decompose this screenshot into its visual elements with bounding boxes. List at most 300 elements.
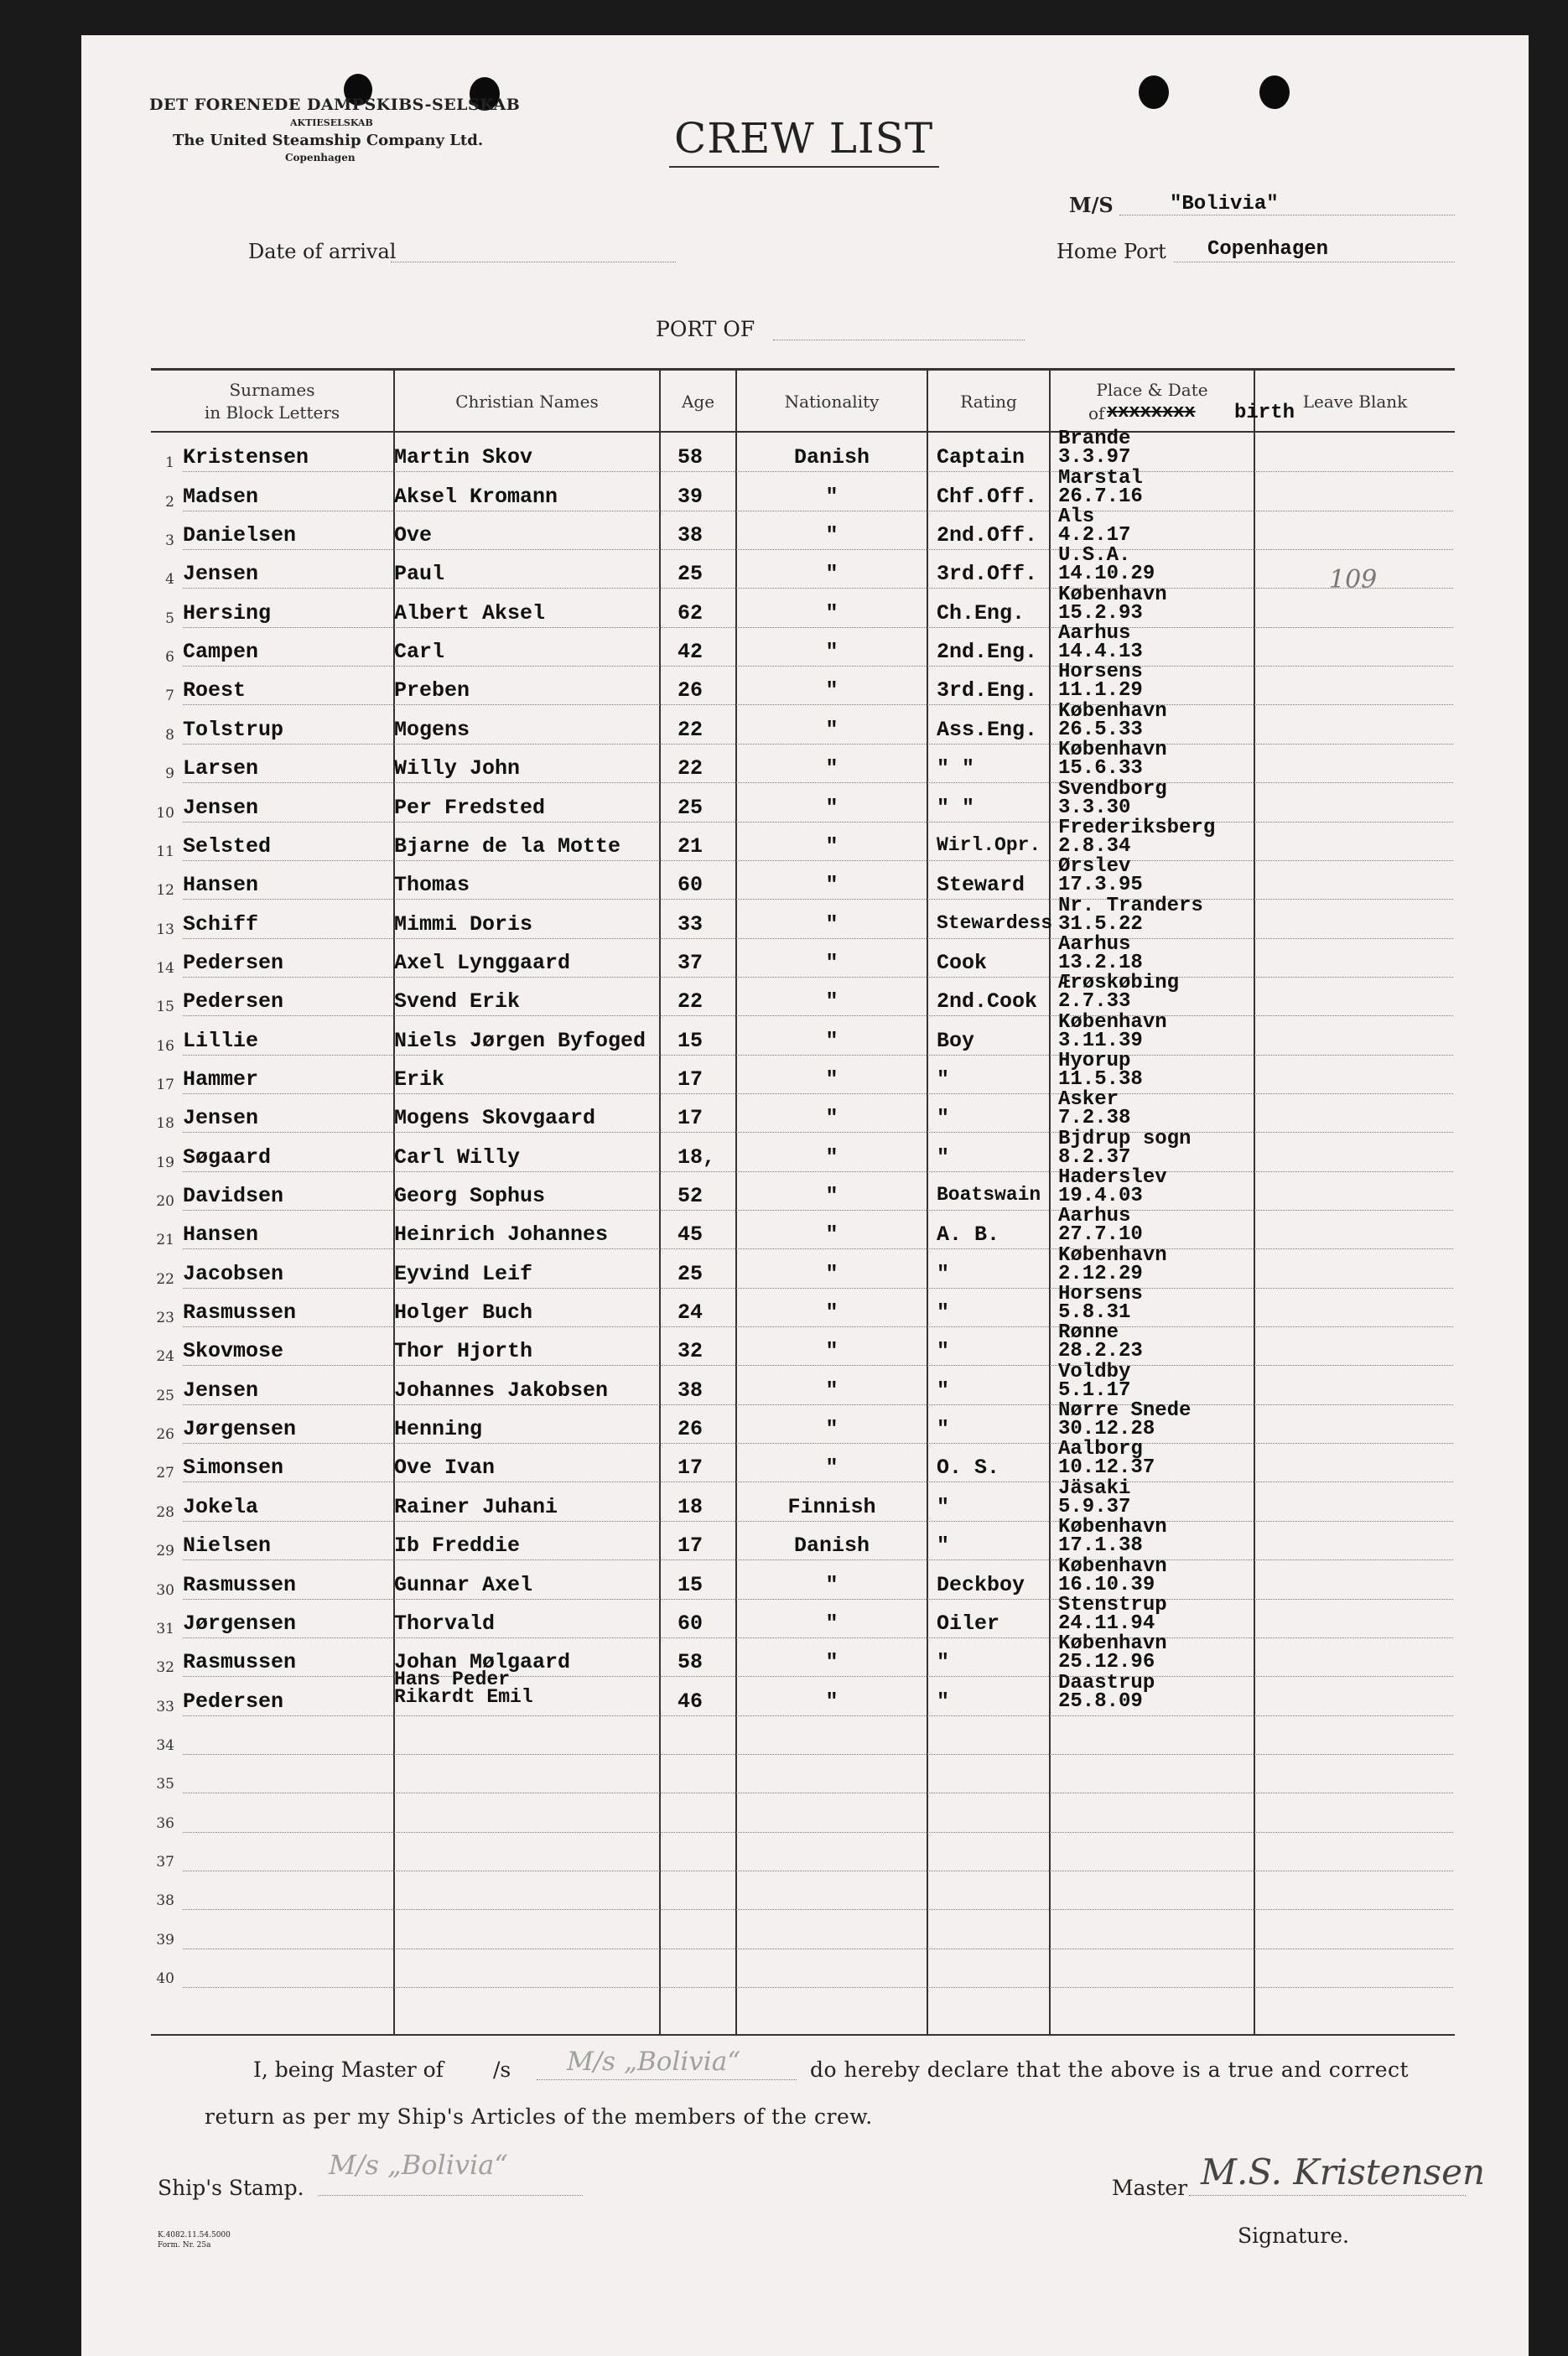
age-cell: 22 xyxy=(678,989,704,1015)
punch-hole xyxy=(1259,75,1290,109)
row-line xyxy=(183,1055,1453,1056)
page-title: CREW LIST xyxy=(674,114,934,163)
age-cell: 33 xyxy=(678,911,704,937)
row-number: 40 xyxy=(156,1970,174,1987)
age-cell: 25 xyxy=(678,562,704,587)
christian-name-cell: Georg Sophus xyxy=(394,1184,546,1208)
birth-place: Brande xyxy=(1058,428,1131,451)
age-cell: 26 xyxy=(678,678,704,703)
age-cell: 42 xyxy=(678,640,704,665)
port-of-line xyxy=(773,340,1025,341)
row-line xyxy=(183,471,1453,473)
birth-date: 17.1.38 xyxy=(1058,1534,1143,1558)
surname-cell: Pedersen xyxy=(183,950,284,975)
row-line xyxy=(183,1365,1453,1367)
birth-place: København xyxy=(1058,1516,1167,1539)
age-cell: 18, xyxy=(678,1144,716,1170)
surname-cell: Lillie xyxy=(183,1028,259,1053)
birth-date: 5.1.17 xyxy=(1058,1378,1131,1402)
birth-place: Nr. Tranders xyxy=(1058,894,1203,917)
birth-place: Aarhus xyxy=(1058,1205,1131,1228)
row-number: 32 xyxy=(156,1659,174,1677)
rating-cell: Boy xyxy=(937,1028,975,1053)
nationality-cell: " xyxy=(825,717,839,742)
age-cell: 39 xyxy=(678,484,704,509)
birth-date: 27.7.10 xyxy=(1058,1223,1143,1247)
rating-cell: Ch.Eng. xyxy=(937,600,1025,625)
birth-date: 5.8.31 xyxy=(1058,1301,1131,1325)
rating-cell: Deckboy xyxy=(937,1572,1025,1597)
row-line xyxy=(183,549,1453,551)
row-line xyxy=(183,822,1453,823)
row-line xyxy=(183,1093,1453,1095)
row-line xyxy=(183,1326,1453,1328)
row-number: 16 xyxy=(156,1037,174,1055)
rating-cell: " xyxy=(937,1144,950,1170)
christian-name-cell: Niels Jørgen Byfoged xyxy=(394,1028,646,1053)
age-cell: 32 xyxy=(678,1339,704,1364)
birth-place: Aarhus xyxy=(1058,932,1131,956)
age-cell: 18 xyxy=(678,1494,704,1519)
birth-date: 26.5.33 xyxy=(1058,718,1143,741)
birth-place: Rønne xyxy=(1058,1321,1119,1345)
surname-cell: Jensen xyxy=(183,562,259,587)
row-line xyxy=(183,1909,1453,1911)
birth-date: 30.12.28 xyxy=(1058,1418,1155,1441)
nationality-cell: " xyxy=(825,678,839,703)
col-divider xyxy=(659,369,661,2036)
col-divider xyxy=(1254,369,1255,2036)
row-line xyxy=(183,1987,1453,1989)
company-name: DET FORENEDE DAMPSKIBS-SELSKAB xyxy=(149,96,521,114)
row-number: 31 xyxy=(156,1620,174,1637)
master-signature-line xyxy=(1189,2195,1466,2197)
surname-cell: Hersing xyxy=(183,600,272,625)
christian-name-cell: Heinrich Johannes xyxy=(394,1222,609,1248)
nationality-cell: " xyxy=(825,562,839,587)
ship-name: "Bolivia" xyxy=(1170,193,1279,215)
christian-name-cell: Thorvald xyxy=(394,1611,496,1636)
row-number: 14 xyxy=(156,959,174,977)
christian-name-cell: Ove xyxy=(394,523,433,548)
row-line xyxy=(183,1559,1453,1561)
header-surname-line1: Surnames xyxy=(229,380,315,400)
birth-date: 8.2.37 xyxy=(1058,1145,1131,1169)
age-cell: 17 xyxy=(678,1533,704,1559)
surname-cell: Larsen xyxy=(183,756,259,781)
row-number: 24 xyxy=(156,1348,174,1366)
birth-place: Voldby xyxy=(1058,1360,1131,1383)
christian-name-cell: Hans Peder Rikardt Emil xyxy=(394,1668,533,1708)
birth-date: 11.1.29 xyxy=(1058,679,1143,703)
rating-cell: " xyxy=(937,1066,950,1092)
nationality-cell: " xyxy=(825,523,839,548)
row-number: 10 xyxy=(156,804,174,822)
row-number: 2 xyxy=(165,493,174,511)
row-line xyxy=(183,1210,1453,1212)
birth-place: København xyxy=(1058,1554,1167,1578)
nationality-cell: " xyxy=(825,1417,839,1442)
christian-name-cell: Paul xyxy=(394,562,445,587)
row-number: 39 xyxy=(156,1931,174,1949)
rating-cell: Captain xyxy=(937,445,1025,470)
row-number: 3 xyxy=(165,532,174,550)
declaration-ship-line xyxy=(537,2079,797,2081)
birth-date: 5.9.37 xyxy=(1058,1495,1131,1518)
surname-cell: Simonsen xyxy=(183,1456,284,1481)
row-number: 13 xyxy=(156,921,174,938)
rating-cell: Chf.Off. xyxy=(937,484,1038,509)
birth-place: København xyxy=(1058,1632,1167,1656)
birth-place: Bjdrup sogn xyxy=(1058,1127,1192,1150)
declaration-line2: return as per my Ship's Articles of the members of the crew. xyxy=(205,2104,873,2129)
row-number: 4 xyxy=(165,571,174,589)
declaration-of-suffix: /s xyxy=(493,2058,511,2082)
birth-place: Horsens xyxy=(1058,1283,1143,1306)
birth-place: Jäsaki xyxy=(1058,1476,1131,1500)
birth-date: 28.2.23 xyxy=(1058,1340,1143,1363)
header-place-date-of: of xyxy=(1088,403,1105,423)
row-line xyxy=(183,1754,1453,1756)
age-cell: 58 xyxy=(678,1650,704,1675)
nationality-cell: " xyxy=(825,989,839,1015)
ship-label: M/S xyxy=(1069,193,1114,217)
surname-cell: Nielsen xyxy=(183,1533,272,1559)
row-number: 36 xyxy=(156,1814,174,1832)
surname-cell: Rasmussen xyxy=(183,1572,297,1597)
declaration-ship-stamp: M/s „Bolivia“ xyxy=(567,2047,741,2077)
surname-cell: Jørgensen xyxy=(183,1417,297,1442)
row-number: 29 xyxy=(156,1543,174,1560)
christian-name-cell: Carl Willy xyxy=(394,1144,521,1170)
master-signature: M.S. Kristensen xyxy=(1201,2151,1486,2193)
header-place-date-struck: xxxxxxxx xyxy=(1107,402,1196,423)
birth-date: 16.10.39 xyxy=(1058,1573,1155,1596)
christian-name-cell: Erik xyxy=(394,1066,445,1092)
row-number: 38 xyxy=(156,1892,174,1910)
age-cell: 60 xyxy=(678,1611,704,1636)
row-number: 18 xyxy=(156,1115,174,1133)
row-number: 9 xyxy=(165,765,174,783)
row-line xyxy=(183,666,1453,667)
rating-cell: Wirl.Opr. xyxy=(937,833,1041,856)
row-line xyxy=(183,1288,1453,1290)
christian-name-cell: Johannes Jakobsen xyxy=(394,1378,609,1403)
col-divider xyxy=(1049,369,1051,2036)
table-bottom-rule xyxy=(151,2034,1455,2036)
ships-stamp-impression: M/s „Bolivia“ xyxy=(329,2149,508,2181)
row-number: 7 xyxy=(165,688,174,705)
rating-cell: Stewardess xyxy=(937,911,1053,934)
age-cell: 52 xyxy=(678,1184,704,1208)
row-number: 6 xyxy=(165,649,174,667)
christian-name-cell: Ib Freddie xyxy=(394,1533,521,1559)
age-cell: 26 xyxy=(678,1417,704,1442)
birth-date: 17.3.95 xyxy=(1058,874,1143,897)
row-line xyxy=(183,1832,1453,1834)
header-place-date: Place & Date xyxy=(1096,380,1208,400)
nationality-cell: " xyxy=(825,1572,839,1597)
christian-name-cell: Aksel Kromann xyxy=(394,484,558,509)
nationality-cell: " xyxy=(825,911,839,937)
christian-name-cell: Ove Ivan xyxy=(394,1456,496,1481)
nationality-cell: " xyxy=(825,1378,839,1403)
row-line xyxy=(183,1637,1453,1639)
rating-cell: " " xyxy=(937,795,975,820)
birth-date: 25.8.09 xyxy=(1058,1689,1143,1713)
port-of-label: PORT OF xyxy=(656,317,755,341)
birth-place: U.S.A. xyxy=(1058,544,1131,568)
header-surname-line2: in Block Letters xyxy=(204,402,340,423)
surname-cell: Rasmussen xyxy=(183,1650,297,1675)
rating-cell: " " xyxy=(937,756,975,781)
surname-cell: Roest xyxy=(183,678,247,703)
age-cell: 17 xyxy=(678,1456,704,1481)
rating-cell: " xyxy=(937,1494,950,1519)
birth-date: 25.12.96 xyxy=(1058,1651,1155,1674)
age-cell: 22 xyxy=(678,717,704,742)
rating-cell: Cook xyxy=(937,950,988,975)
rating-cell: " xyxy=(937,1650,950,1675)
rating-cell: 2nd.Eng. xyxy=(937,640,1038,665)
rating-cell: " xyxy=(937,1106,950,1131)
age-cell: 22 xyxy=(678,756,704,781)
nationality-cell: " xyxy=(825,1222,839,1248)
title-underline xyxy=(669,166,939,168)
header-place-date-birth: birth xyxy=(1234,402,1295,424)
row-number: 35 xyxy=(156,1776,174,1793)
nationality-cell: Finnish xyxy=(787,1494,876,1519)
surname-cell: Søgaard xyxy=(183,1144,272,1170)
age-cell: 21 xyxy=(678,833,704,859)
birth-date: 13.2.18 xyxy=(1058,951,1143,974)
christian-name-cell: Martin Skov xyxy=(394,445,533,470)
age-cell: 24 xyxy=(678,1300,704,1326)
birth-place: Hyorup xyxy=(1058,1049,1131,1072)
row-number: 26 xyxy=(156,1426,174,1444)
christian-name-cell: Henning xyxy=(394,1417,483,1442)
row-number: 34 xyxy=(156,1736,174,1754)
row-line xyxy=(183,1521,1453,1523)
row-line xyxy=(183,1404,1453,1406)
company-sub: AKTIESELSKAB xyxy=(290,117,373,128)
rating-cell: " xyxy=(937,1261,950,1286)
surname-cell: Campen xyxy=(183,640,259,665)
birth-place: København xyxy=(1058,699,1167,723)
christian-name-cell: Thomas xyxy=(394,873,470,898)
row-number: 25 xyxy=(156,1387,174,1404)
surname-cell: Skovmose xyxy=(183,1339,284,1364)
nationality-cell: " xyxy=(825,1300,839,1326)
birth-date: 2.8.34 xyxy=(1058,834,1131,858)
birth-date: 19.4.03 xyxy=(1058,1185,1143,1207)
row-line xyxy=(183,1715,1453,1717)
christian-name-cell: Willy John xyxy=(394,756,521,781)
age-cell: 15 xyxy=(678,1572,704,1597)
nationality-cell: " xyxy=(825,640,839,665)
christian-name-cell: Mogens xyxy=(394,717,470,742)
birth-date: 2.7.33 xyxy=(1058,990,1131,1014)
christian-name-cell: Eyvind Leif xyxy=(394,1261,533,1286)
christian-name-cell: Per Fredsted xyxy=(394,795,546,820)
christian-name-cell: Mimmi Doris xyxy=(394,911,533,937)
surname-cell: Madsen xyxy=(183,484,259,509)
rating-cell: " xyxy=(937,1300,950,1326)
nationality-cell: " xyxy=(825,795,839,820)
row-number: 27 xyxy=(156,1465,174,1482)
birth-place: Aarhus xyxy=(1058,622,1131,646)
christian-name-cell: Svend Erik xyxy=(394,989,521,1015)
surname-cell: Hansen xyxy=(183,1222,259,1248)
birth-place: Ærøskøbing xyxy=(1058,972,1180,995)
birth-place: København xyxy=(1058,583,1167,606)
rating-cell: " xyxy=(937,1533,950,1559)
nationality-cell: " xyxy=(825,1066,839,1092)
christian-name-cell: Albert Aksel xyxy=(394,600,546,625)
declaration-part2: do hereby declare that the above is a true and correct xyxy=(810,2058,1410,2082)
date-of-arrival-line xyxy=(391,262,676,263)
row-number: 19 xyxy=(156,1154,174,1171)
christian-name-cell: Rainer Juhani xyxy=(394,1494,558,1519)
rating-cell: " xyxy=(937,1378,950,1403)
surname-cell: Hammer xyxy=(183,1066,259,1092)
row-number: 1 xyxy=(165,454,174,472)
age-cell: 46 xyxy=(678,1689,704,1714)
nationality-cell: " xyxy=(825,1028,839,1053)
home-port-label: Home Port xyxy=(1057,240,1166,263)
ships-stamp-label: Ship's Stamp. xyxy=(158,2176,304,2200)
birth-date: 10.12.37 xyxy=(1058,1456,1155,1480)
rating-cell: 2nd.Cook xyxy=(937,989,1038,1015)
row-number: 12 xyxy=(156,882,174,900)
row-line xyxy=(183,899,1453,900)
company-english: The United Steamship Company Ltd. xyxy=(173,132,484,149)
birth-date: 3.3.97 xyxy=(1058,446,1131,470)
nationality-cell: " xyxy=(825,1650,839,1675)
header-nationality: Nationality xyxy=(784,392,880,412)
nationality-cell: " xyxy=(825,1611,839,1636)
surname-cell: Tolstrup xyxy=(183,717,284,742)
age-cell: 38 xyxy=(678,523,704,548)
age-cell: 37 xyxy=(678,950,704,975)
christian-name-cell: Holger Buch xyxy=(394,1300,533,1326)
age-cell: 58 xyxy=(678,445,704,470)
row-number: 5 xyxy=(165,610,174,627)
form-code: K.4082.11.54.5000 xyxy=(158,2231,231,2239)
row-line xyxy=(183,1599,1453,1601)
rating-cell: " xyxy=(937,1417,950,1442)
nationality-cell: " xyxy=(825,1689,839,1714)
nationality-cell: " xyxy=(825,600,839,625)
nationality-cell: " xyxy=(825,833,839,859)
home-port-line xyxy=(1174,262,1455,263)
surname-cell: Jokela xyxy=(183,1494,259,1519)
birth-place: Aalborg xyxy=(1058,1438,1143,1461)
birth-place: Stenstrup xyxy=(1058,1593,1167,1617)
rating-cell: Ass.Eng. xyxy=(937,717,1038,742)
birth-place: Haderslev xyxy=(1058,1166,1167,1189)
surname-cell: Jørgensen xyxy=(183,1611,297,1636)
age-cell: 15 xyxy=(678,1028,704,1053)
age-cell: 25 xyxy=(678,1261,704,1286)
row-line xyxy=(183,627,1453,629)
nationality-cell: Danish xyxy=(793,1533,870,1559)
birth-place: Als xyxy=(1058,506,1095,529)
age-cell: 45 xyxy=(678,1222,704,1248)
nationality-cell: " xyxy=(825,1106,839,1131)
row-line xyxy=(183,1443,1453,1445)
row-line xyxy=(183,1949,1453,1950)
row-number: 8 xyxy=(165,726,174,744)
row-number: 21 xyxy=(156,1232,174,1249)
form-number: Form. Nr. 25a xyxy=(158,2241,211,2250)
surname-cell: Jensen xyxy=(183,795,259,820)
nationality-cell: " xyxy=(825,1339,839,1364)
age-cell: 17 xyxy=(678,1106,704,1131)
surname-cell: Hansen xyxy=(183,873,259,898)
birth-place: Ørslev xyxy=(1058,855,1131,879)
header-rating: Rating xyxy=(960,392,1017,412)
row-line xyxy=(183,977,1453,978)
rating-cell: 3rd.Off. xyxy=(937,562,1038,587)
row-number: 20 xyxy=(156,1193,174,1210)
row-line xyxy=(183,588,1453,589)
row-line xyxy=(183,511,1453,512)
row-number: 30 xyxy=(156,1581,174,1599)
signature-caption: Signature. xyxy=(1238,2224,1349,2248)
christian-name-cell: Thor Hjorth xyxy=(394,1339,533,1364)
nationality-cell: " xyxy=(825,484,839,509)
surname-cell: Selsted xyxy=(183,833,272,859)
birth-place: Frederiksberg xyxy=(1058,816,1216,839)
row-number: 15 xyxy=(156,999,174,1016)
age-cell: 62 xyxy=(678,600,704,625)
nationality-cell: " xyxy=(825,873,839,898)
birth-place: København xyxy=(1058,1010,1167,1034)
birth-place: København xyxy=(1058,1243,1167,1267)
rating-cell: Oiler xyxy=(937,1611,1000,1636)
birth-date: 2.12.29 xyxy=(1058,1262,1143,1285)
birth-place: København xyxy=(1058,739,1167,762)
christian-name-cell: Bjarne de la Motte xyxy=(394,833,621,859)
rating-cell: Steward xyxy=(937,873,1025,898)
rating-cell: 3rd.Eng. xyxy=(937,678,1038,703)
christian-name-cell: Preben xyxy=(394,678,470,703)
rating-cell: 2nd.Off. xyxy=(937,523,1038,548)
row-line xyxy=(183,1793,1453,1794)
row-number: 22 xyxy=(156,1270,174,1288)
age-cell: 60 xyxy=(678,873,704,898)
birth-place: Svendborg xyxy=(1058,777,1167,801)
birth-date: 11.5.38 xyxy=(1058,1067,1143,1091)
nationality-cell: " xyxy=(825,1261,839,1286)
row-line xyxy=(183,1482,1453,1483)
row-line xyxy=(183,744,1453,745)
birth-date: 15.6.33 xyxy=(1058,757,1143,781)
row-line xyxy=(183,1871,1453,1872)
birth-place: Nørre Snede xyxy=(1058,1399,1192,1423)
surname-cell: Pedersen xyxy=(183,989,284,1015)
surname-cell: Jensen xyxy=(183,1106,259,1131)
surname-cell: Danielsen xyxy=(183,523,297,548)
row-line xyxy=(183,938,1453,940)
row-number: 11 xyxy=(156,843,174,860)
age-cell: 25 xyxy=(678,795,704,820)
header-surname xyxy=(151,379,393,424)
table-top-rule xyxy=(151,368,1455,371)
birth-date: 26.7.16 xyxy=(1058,485,1143,508)
row-line xyxy=(183,1132,1453,1134)
